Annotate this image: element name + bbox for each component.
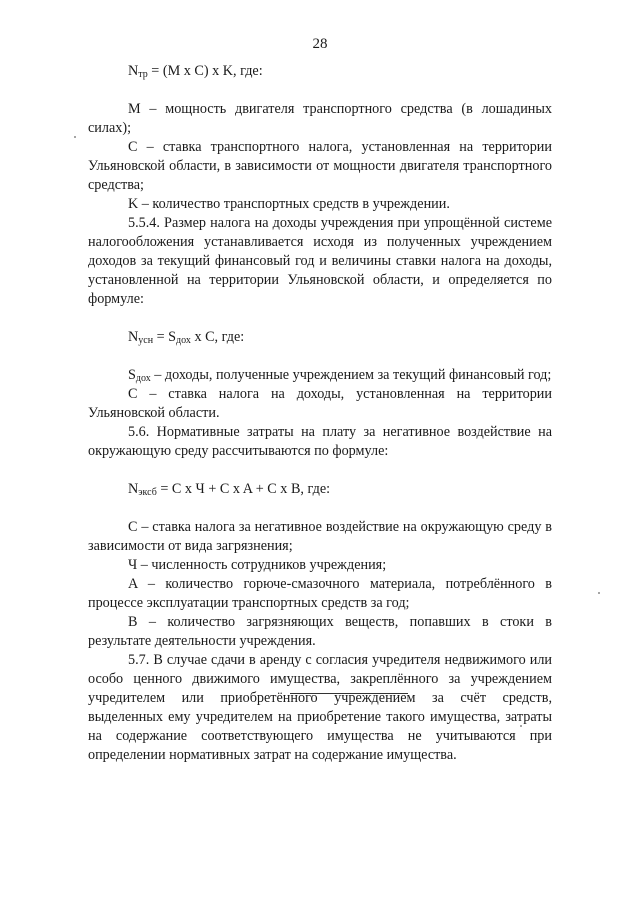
scan-speck — [520, 725, 522, 727]
definition-s-sub: дох — [135, 373, 151, 384]
definition-s-text: – доходы, полученные учреждением за текущий финансовый год; — [150, 367, 552, 383]
formula-usn-lhs-sub: усн — [138, 335, 154, 346]
scan-speck — [74, 136, 76, 138]
definition-ch: Ч – численность сотрудников учреждения; — [128, 557, 387, 573]
definition-c-transport: C – ставка транспортного налога, установленная на территории Ульяновской области, в зависимости от мощности двигателя транспортного средства; — [88, 139, 552, 193]
definition-m: M – мощность двигателя транспортного средства (в лошадиных силах); — [88, 101, 552, 136]
formula-transport-lhs: N — [128, 63, 139, 79]
formula-transport-lhs-sub: тр — [138, 69, 148, 80]
formula-eco-rhs: = C x Ч + C x A + C x B, где: — [156, 481, 331, 497]
scan-speck — [598, 592, 600, 594]
formula-transport-tax — [88, 62, 552, 81]
definition-a: A – количество горюче-смазочного материала, потреблённого в процессе эксплуатации транспортных средств за год; — [88, 576, 552, 611]
formula-usn-lhs: N — [128, 329, 139, 345]
end-separator-line — [290, 693, 408, 694]
paragraph-5-7: 5.7. В случае сдачи в аренду с согласия учредителя недвижимого или особо ценного движимого имущества, закреплённого за учреждением учредителем или приобретённого учреждением за счёт средств, выделенных ему учредителем на приобретение такого имущества, затраты на содержание соответствующего имущества не учитываются при определении нормативных затрат на содержание имущества. — [88, 652, 552, 763]
formula-usn-rhs: x C, где: — [190, 329, 245, 345]
definition-s-lhs: S — [128, 367, 136, 383]
formula-eco-lhs-sub: эксб — [138, 487, 157, 498]
definition-c-eco: C – ставка налога за негативное воздействие на окружающую среду в зависимости от вида загрязнения; — [88, 519, 552, 554]
definition-k: K – количество транспортных средств в учреждении. — [128, 196, 450, 212]
formula-eco-lhs: N — [128, 481, 139, 497]
definition-c-usn: C – ставка налога на доходы, установленная на территории Ульяновской области. — [88, 386, 552, 421]
formula-transport-rhs: = (M x C) x K, где: — [147, 63, 263, 79]
formula-usn-tax — [88, 328, 552, 347]
formula-usn-mid-sub: дох — [176, 335, 191, 346]
definition-s-income — [88, 366, 552, 385]
formula-eco-payment — [88, 480, 552, 499]
document-body — [88, 62, 552, 765]
paragraph-5-5-4: 5.5.4. Размер налога на доходы учреждения при упрощённой системе налогообложения устанавливается исходя из полученных учреждением доходов за текущий финансовый год и величины ставки налога на доходы, установленной на территории Ульяновской области, и определяется по формуле: — [88, 215, 552, 307]
paragraph-5-6: 5.6. Нормативные затраты на плату за негативное воздействие на окружающую среду рассчитываются по формуле: — [88, 424, 552, 459]
formula-usn-mid: = S — [153, 329, 177, 345]
definition-b: B – количество загрязняющих веществ, попавших в стоки в результате деятельности учреждения. — [88, 614, 552, 649]
page-number: 28 — [312, 36, 328, 52]
